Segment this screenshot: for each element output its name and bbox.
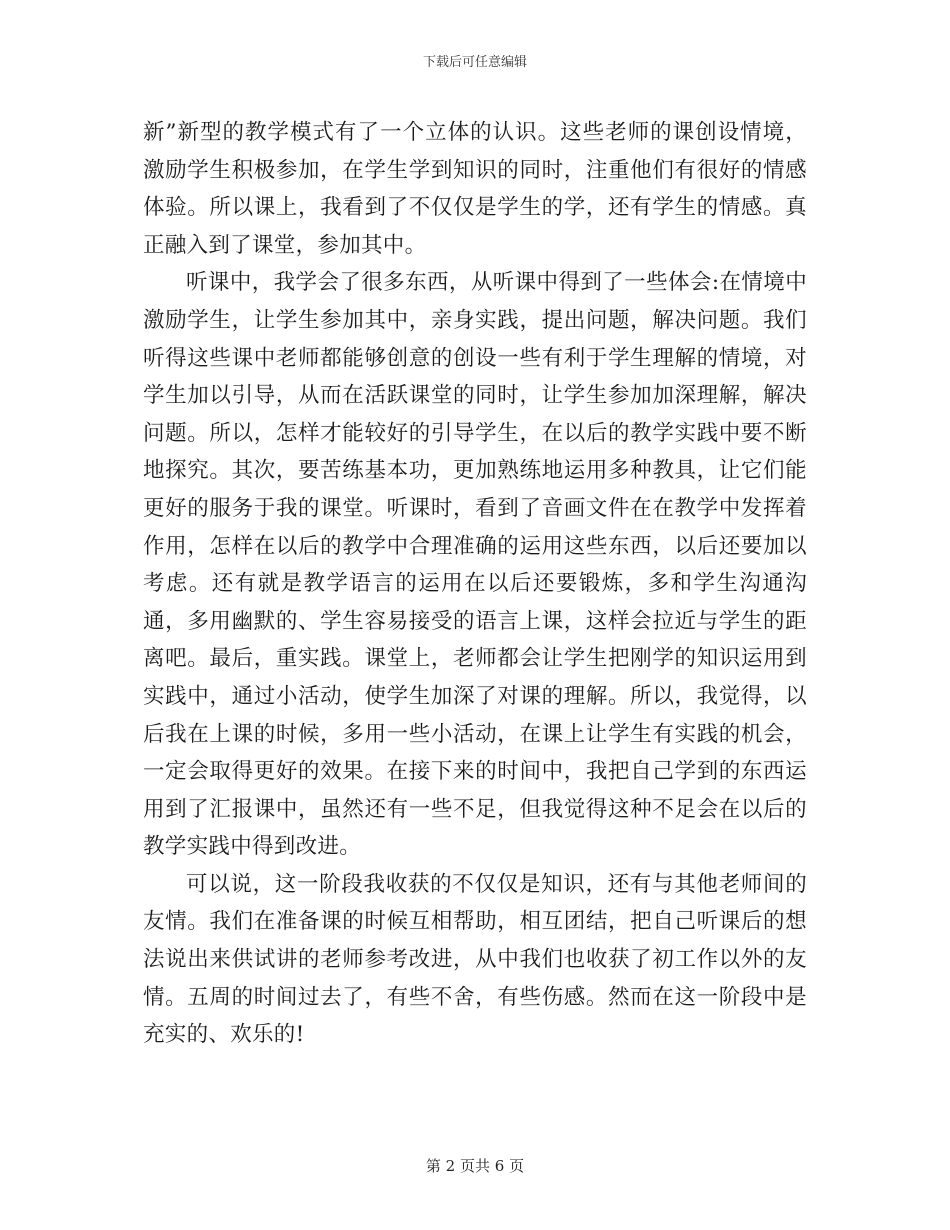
paragraph-continued: 新”新型的教学模式有了一个立体的认识。这些老师的课创设情境，激励学生积极参加，在学生学到知识的同时，注重他们有很好的情感体验。所以课上，我看到了不仅仅是学生的学，还有学生的情感。真正融入到了课堂，参加其中。	[143, 120, 807, 258]
paragraph: 听课中，我学会了很多东西，从听课中得到了一些体会:在情境中激励学生，让学生参加其中，亲身实践，提出问题，解决问题。我们听得这些课中老师都能够创意的创设一些有利于学生理解的情境，对学生加以引导，从而在活跃课堂的同时，让学生参加加深理解，解决问题。所以，怎样才能较好的引导学生，在以后的教学实践中要不断地探究。其次，要苦练基本功，更加熟练地运用多种教具，让它们能更好的服务于我的课堂。听课时，看到了音画文件在在教学中发挥着作用，怎样在以后的教学中合理准确的运用这些东西，以后还要加以考虑。还有就是教学语言的运用在以后还要锻炼，多和学生沟通沟通，多用幽默的、学生容易接受的语言上课，这样会拉近与学生的距离吧。最后，重实践。课堂上，老师都会让学生把刚学的知识运用到实践中，通过小活动，使学生加深了对课的理解。所以，我觉得，以后我在上课的时候，多用一些小活动，在课上让学生有实践的机会，一定会取得更好的效果。在接下来的时间中，我把自己学到的东西运用到了汇报课中，虽然还有一些不足，但我觉得这种不足会在以后的教学实践中得到改进。	[143, 270, 807, 860]
document-body	[143, 114, 807, 1054]
page-header: 下载后可任意编辑	[422, 55, 527, 70]
page-number: 第 2 页共 6 页	[425, 1157, 525, 1175]
paragraph: 可以说，这一阶段我收获的不仅仅是知识，还有与其他老师间的友情。我们在准备课的时候互相帮助，相互团结，把自己听课后的想法说出来供试讲的老师参考改进，从中我们也收获了初工作以外的友情。五周的时间过去了，有些不舍，有些伤感。然而在这一阶段中是充实的、欢乐的!	[143, 871, 807, 1048]
